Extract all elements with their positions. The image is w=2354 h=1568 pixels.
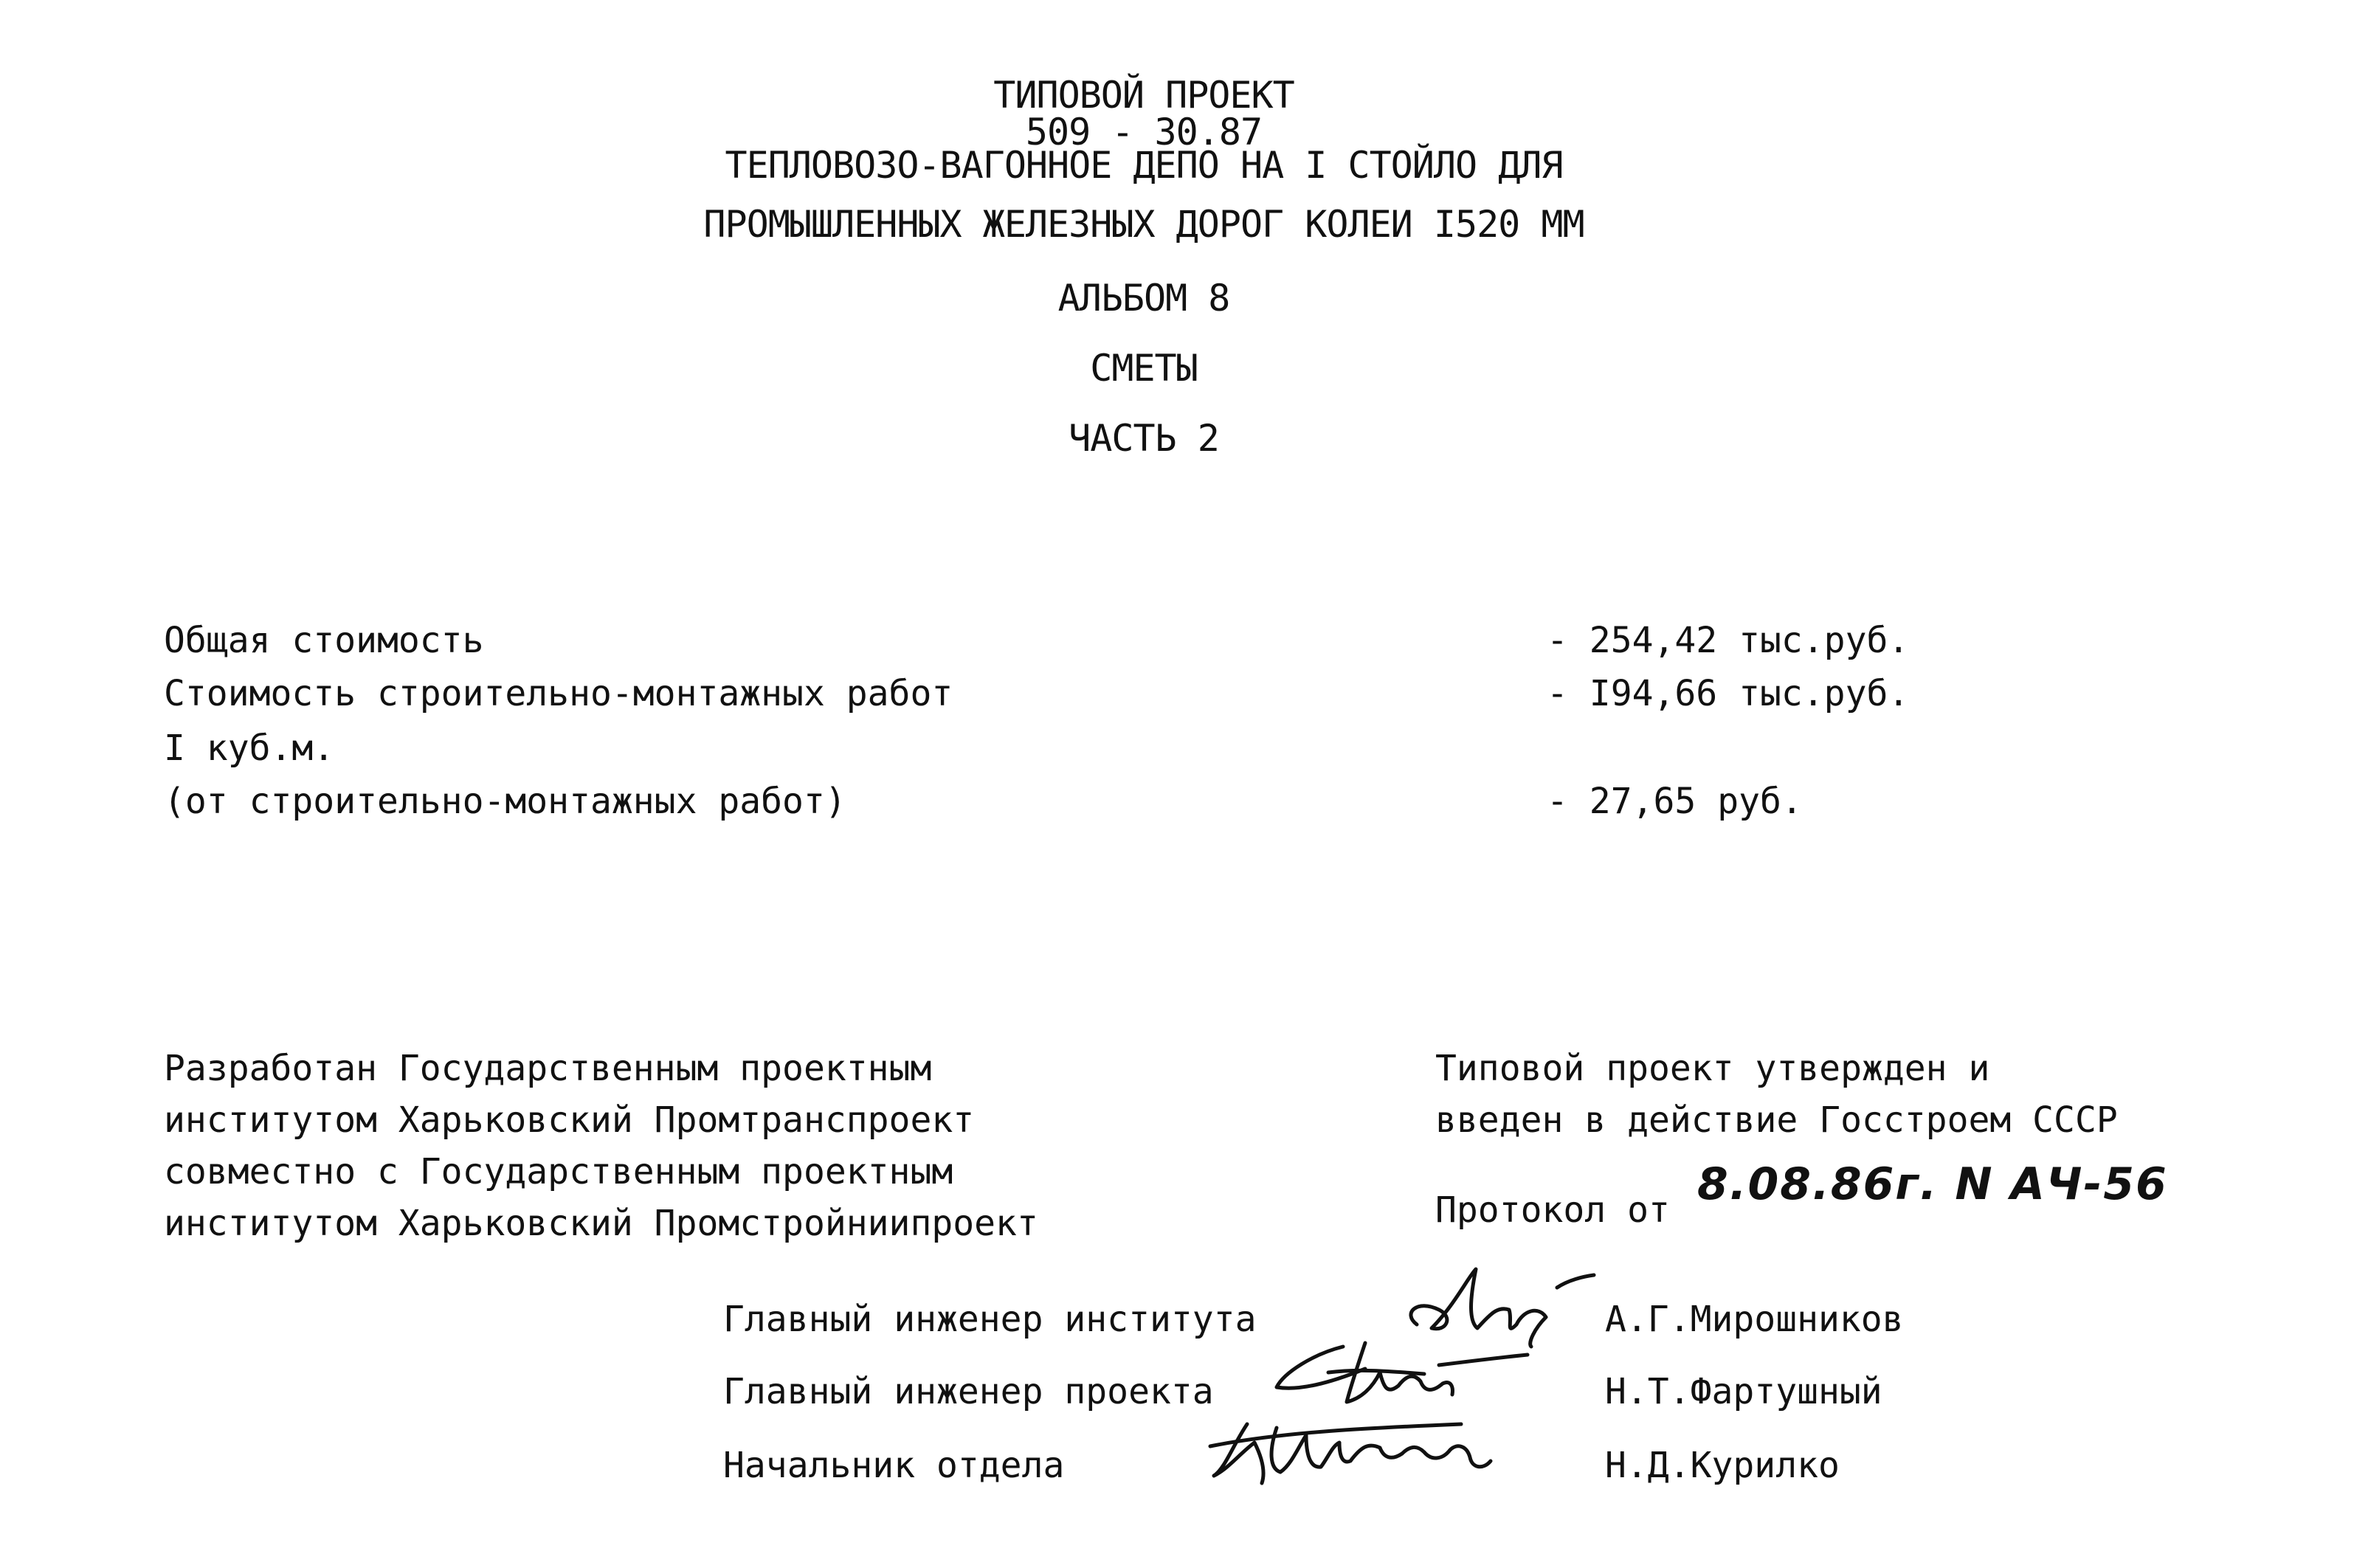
- cost-value-total: - 254,42 тыс.руб.: [1547, 620, 1910, 661]
- signatory-name: Н.Т.Фартушный: [1605, 1371, 1882, 1412]
- header-album: АЛЬБОМ 8: [1057, 277, 1230, 320]
- cost-value-cubic-meter: - 27,65 руб.: [1547, 781, 1803, 822]
- header-project-title-1: ТЕПЛОВОЗО-ВАГОННОЕ ДЕПО НА I СТОЙЛО ДЛЯ: [725, 144, 1563, 187]
- protocol-label: Протокол от: [1435, 1189, 1670, 1231]
- header-project-title-2: ПРОМЫШЛЕННЫХ ЖЕЛЕЗНЫХ ДОРОГ КОЛЕИ I520 ММ: [703, 203, 1584, 246]
- signatory-role: Главный инженер института: [723, 1299, 1257, 1340]
- developer-line: институтом Харьковский Промстройниипроект: [164, 1203, 1038, 1244]
- cost-label-cubic-meter: I куб.м.: [164, 728, 335, 769]
- signature-department-head: [1195, 1402, 1535, 1491]
- cost-value-construction: - I94,66 тыс.руб.: [1547, 673, 1910, 714]
- signatory-role: Начальник отдела: [723, 1445, 1065, 1486]
- developer-line: совместно с Государственным проектным: [164, 1151, 953, 1192]
- developer-line: институтом Харьковский Промтранспроект: [164, 1099, 975, 1141]
- cost-label-construction: Стоимость строительно-монтажных работ: [164, 673, 953, 714]
- signatory-name: А.Г.Мирошников: [1605, 1299, 1904, 1340]
- header-line-type: ТИПОВОЙ ПРОЕКТ: [993, 74, 1294, 117]
- header-part: ЧАСТЬ 2: [1069, 417, 1219, 460]
- cost-label-cubic-meter-note: (от строительно-монтажных работ): [164, 781, 846, 822]
- protocol-handwritten-date: 8.08.86г. N АЧ-56: [1697, 1158, 2168, 1210]
- header-volume: СМЕТЫ: [1090, 347, 1198, 390]
- signatory-role: Главный инженер проекта: [723, 1371, 1214, 1412]
- approval-line-1: Типовой проект утвержден и: [1435, 1048, 1990, 1089]
- developer-line: Разработан Государственным проектным: [164, 1048, 932, 1089]
- signatory-name: Н.Д.Курилко: [1605, 1445, 1840, 1486]
- cost-label-total: Общая стоимость: [164, 620, 484, 661]
- header-project-number: 509 - 30.87: [1025, 111, 1263, 153]
- approval-line-2: введен в действие Госстроем СССР: [1435, 1099, 2118, 1141]
